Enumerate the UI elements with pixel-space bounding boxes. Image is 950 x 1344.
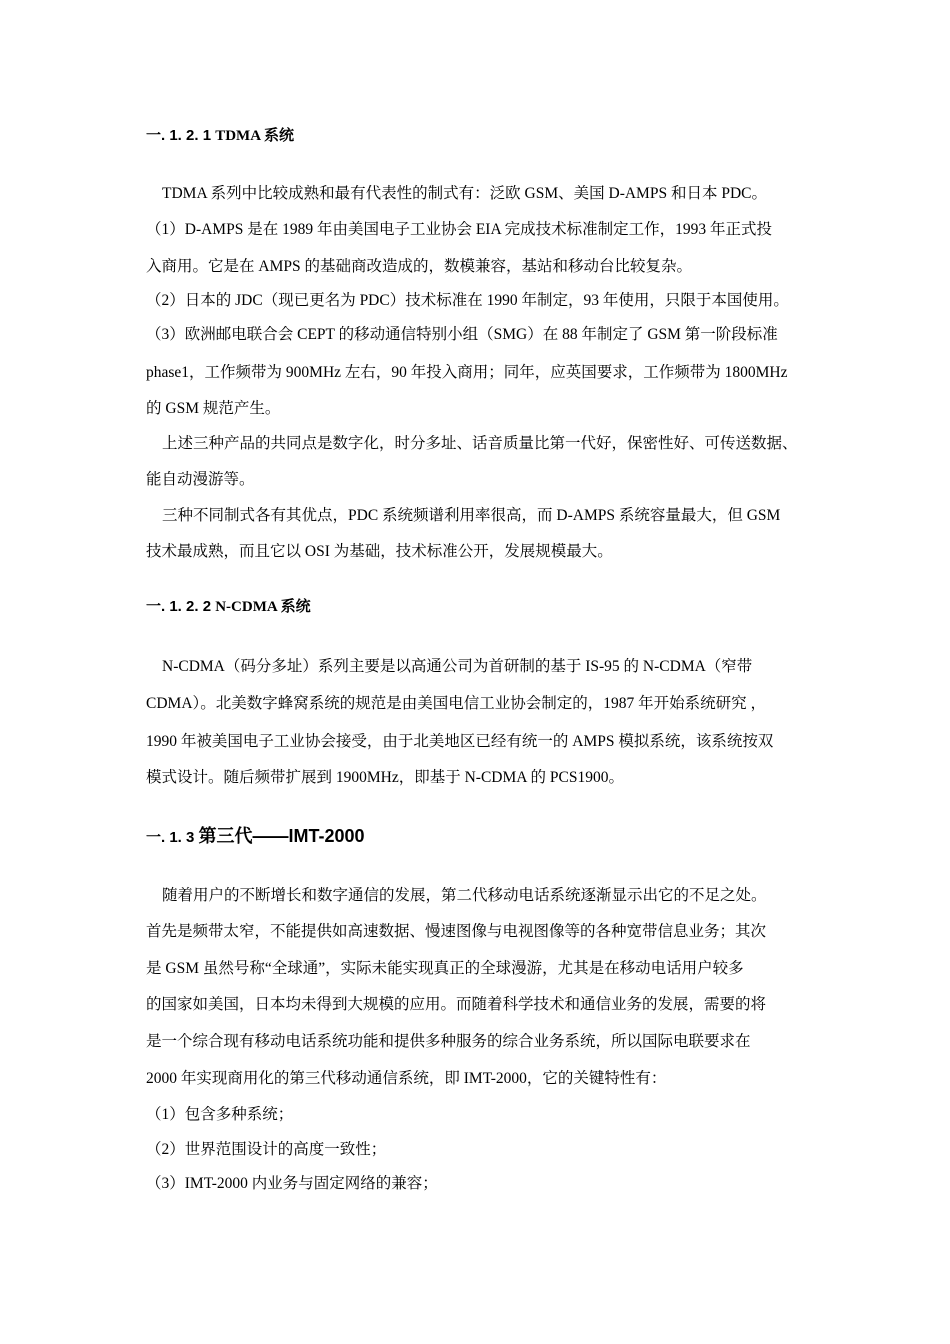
section-heading-tdma: [146, 126, 294, 146]
heading-text: N-CDMA 系统: [215, 599, 311, 615]
paragraph-line: CDMA）。北美数字蜂窝系统的规范是由美国电信工业协会制定的，1987 年开始系统研究 ，: [146, 695, 767, 712]
paragraph-line: 技术最成熟，而且它以 OSI 为基础，技术标准公开，发展规模最大。: [146, 543, 613, 560]
paragraph-line: 的国家如美国，日本均未得到大规模的应用。而随着科学技术和通信业务的发展，需要的将: [146, 996, 767, 1013]
paragraph-line: （1）D-AMPS 是在 1989 年由美国电子工业协会 EIA 完成技术标准制定工作，1993 年正式投: [146, 221, 773, 238]
paragraph-line: 1990 年被美国电子工业协会接受，由于北美地区已经有统一的 AMPS 模拟系统，该系统按双: [146, 733, 774, 750]
paragraph-line: 入商用。它是在 AMPS 的基础商改造成的，数模兼容，基站和移动台比较复杂。: [146, 258, 692, 275]
section-heading-ncdma: [146, 597, 311, 617]
paragraph-line: 三种不同制式各有其优点，PDC 系统频谱利用率很高，而 D-AMPS 系统容量最大，但 GSM: [162, 507, 781, 524]
paragraph-line: 模式设计。随后频带扩展到 1900MHz，即基于 N-CDMA 的 PCS1900。: [146, 769, 624, 786]
paragraph-line: 是 GSM 虽然号称“全球通”，实际未能实现真正的全球漫游，尤其是在移动电话用户较多: [146, 960, 744, 977]
paragraph-line: phase1，工作频带为 900MHz 左右，90 年投入商用；同年，应英国要求，工作频带为 1800MHz: [146, 364, 788, 381]
paragraph-line: 能自动漫游等。: [146, 471, 255, 488]
heading-number: 一. 1. 2. 2: [146, 598, 216, 615]
list-item: （2）世界范围设计的高度一致性；: [146, 1141, 387, 1158]
paragraph-line: N-CDMA（码分多址）系列主要是以高通公司为首研制的基于 IS-95 的 N-CDMA（窄带: [162, 658, 753, 675]
paragraph-line: （3）欧洲邮电联合会 CEPT 的移动通信特别小组（SMG）在 88 年制定了 GSM 第一阶段标准: [146, 326, 778, 343]
paragraph-line: 2000 年实现商用化的第三代移动通信系统，即 IMT-2000，它的关键特性有：: [146, 1070, 667, 1087]
paragraph-line: 的 GSM 规范产生。: [146, 400, 281, 417]
list-item: （1）包含多种系统；: [146, 1106, 294, 1123]
list-item: （3）IMT-2000 内业务与固定网络的兼容；: [146, 1175, 438, 1192]
heading-text: TDMA 系统: [215, 128, 294, 144]
paragraph-line: （2）日本的 JDC（现已更名为 PDC）技术标准在 1990 年制定，93 年使用，只限于本国使用。: [146, 292, 789, 309]
paragraph-line: 随着用户的不断增长和数字通信的发展，第二代移动电话系统逐渐显示出它的不足之处。: [162, 887, 767, 904]
heading-text: 第三代——IMT-2000: [198, 826, 365, 846]
heading-number: 一. 1. 3: [146, 829, 199, 846]
paragraph-line: 首先是频带太窄，不能提供如高速数据、慢速图像与电视图像等的各种宽带信息业务；其次: [146, 923, 767, 940]
paragraph-line: 是一个综合现有移动电话系统功能和提供多种服务的综合业务系统，所以国际电联要求在: [146, 1033, 751, 1050]
paragraph-line: TDMA 系列中比较成熟和最有代表性的制式有：泛欧 GSM、美国 D-AMPS 和日本 PDC。: [162, 185, 767, 202]
section-heading-imt2000: [146, 824, 365, 850]
paragraph-line: 上述三种产品的共同点是数字化，时分多址、话音质量比第一代好，保密性好、可传送数据、: [162, 435, 798, 452]
heading-number: 一. 1. 2. 1: [146, 127, 216, 144]
